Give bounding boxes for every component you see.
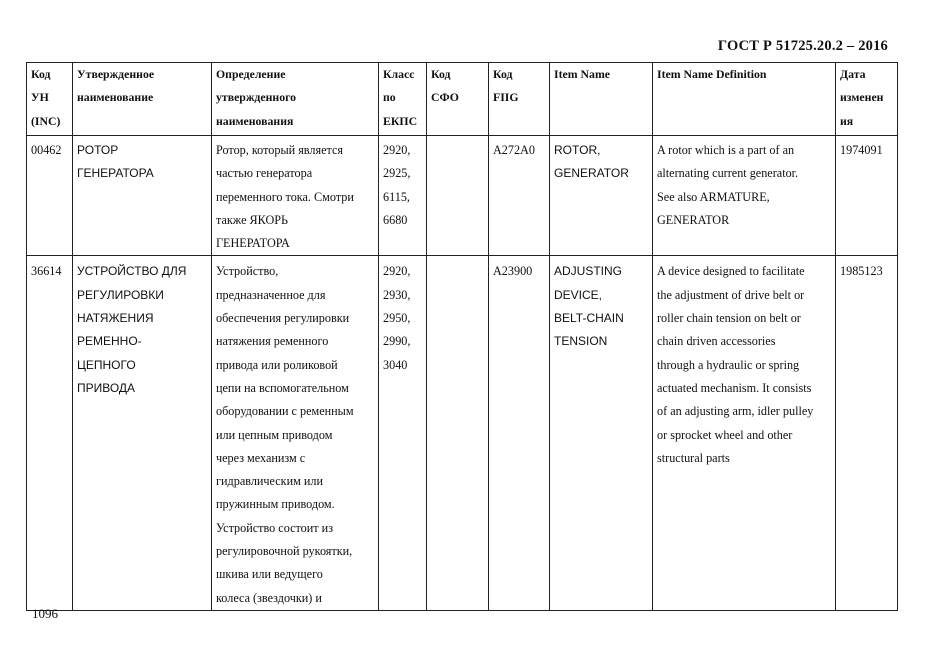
- header-line: Код: [31, 67, 51, 81]
- nomenclature-table: [26, 62, 898, 611]
- header-line: ЕКПС: [383, 113, 418, 128]
- cell-line: 3040: [383, 357, 408, 372]
- cell-item-name-definition: [653, 136, 836, 256]
- cell-line: 2925,: [383, 166, 411, 181]
- cell-line: 1985123: [840, 264, 883, 279]
- cell-line: or sprocket wheel and other: [657, 427, 793, 442]
- cell-ekps-class: [379, 136, 427, 256]
- header-line: Дата: [840, 67, 866, 81]
- header-approved-name: [73, 63, 212, 136]
- cell-line: 2990,: [383, 334, 411, 349]
- cell-line: ГЕНЕРАТОРА: [77, 166, 154, 181]
- cell-approved-name: [73, 256, 212, 610]
- cell-line: РЕМЕННО-: [77, 334, 142, 349]
- header-line: FIIG: [493, 90, 519, 105]
- cell-line: ROTOR,: [554, 143, 601, 157]
- table-row: [27, 136, 898, 256]
- cell-line: See also ARMATURE,: [657, 189, 770, 204]
- header-line: наименования: [216, 113, 294, 128]
- cell-fiig-code: [489, 256, 550, 610]
- header-line: Класс: [383, 67, 415, 81]
- cell-line: actuated mechanism. It consists: [657, 380, 812, 395]
- cell-line: chain driven accessories: [657, 334, 776, 349]
- cell-line: ПРИВОДА: [77, 380, 136, 395]
- cell-line: или цепным приводом: [216, 427, 333, 442]
- cell-line: 2950,: [383, 311, 411, 326]
- cell-line: 6680: [383, 212, 408, 227]
- header-line: Item Name: [554, 67, 611, 81]
- cell-line: также ЯКОРЬ: [216, 212, 289, 227]
- cell-line: 2930,: [383, 287, 411, 302]
- header-line: УН: [31, 90, 49, 105]
- cell-line: УСТРОЙСТВО ДЛЯ: [77, 264, 187, 279]
- cell-line: через механизм с: [216, 450, 306, 465]
- cell-line: roller chain tension on belt or: [657, 311, 801, 326]
- cell-line: привода или роликовой: [216, 357, 338, 372]
- cell-line: 36614: [31, 264, 62, 279]
- header-line: Утвержденное: [77, 67, 155, 81]
- header-sfo-code: [427, 63, 489, 136]
- cell-line: Ротор, который является: [216, 143, 343, 157]
- cell-line: Устройство,: [216, 264, 279, 279]
- cell-item-name: [550, 256, 653, 610]
- cell-line: A272A0: [493, 143, 535, 157]
- cell-line: A rotor which is a part of an: [657, 143, 795, 157]
- cell-sfo-code: [427, 136, 489, 256]
- cell-line: 00462: [31, 143, 62, 157]
- cell-line: колеса (звездочки) и: [216, 590, 322, 605]
- header-line: Код: [431, 67, 451, 81]
- header-line: ия: [840, 113, 854, 128]
- table-header-row: [27, 63, 898, 136]
- cell-line: РОТОР: [77, 143, 119, 157]
- cell-item-name: [550, 136, 653, 256]
- cell-line: structural parts: [657, 450, 730, 465]
- cell-line: through a hydraulic or spring: [657, 357, 800, 372]
- cell-line: ADJUSTING: [554, 264, 623, 279]
- cell-line: натяжения ременного: [216, 334, 329, 349]
- cell-change-date: [836, 136, 898, 256]
- header-line: Item Name Definition: [657, 67, 767, 81]
- cell-item-name-definition: [653, 256, 836, 610]
- header-line: по: [383, 90, 396, 105]
- cell-line: 6115,: [383, 189, 410, 204]
- header-line: Определение: [216, 67, 286, 81]
- cell-line: 2920,: [383, 264, 411, 279]
- cell-line: частью генератора: [216, 166, 313, 181]
- cell-line: Устройство состоит из: [216, 520, 334, 535]
- cell-inc-code: [27, 256, 73, 610]
- cell-approved-name: [73, 136, 212, 256]
- header-line: утвержденного: [216, 90, 297, 105]
- cell-line: ГЕНЕРАТОРА: [216, 236, 290, 251]
- cell-line: TENSION: [554, 334, 608, 349]
- cell-line: гидравлическим или: [216, 474, 324, 489]
- cell-line: регулировочной рукоятки,: [216, 544, 353, 559]
- cell-line: ЦЕПНОГО: [77, 357, 136, 372]
- cell-line: GENERATOR: [657, 212, 730, 227]
- cell-line: DEVICE,: [554, 287, 603, 302]
- header-item-name-definition: [653, 63, 836, 136]
- cell-line: A device designed to facilitate: [657, 264, 805, 279]
- cell-line: шкива или ведущего: [216, 567, 323, 582]
- header-line: изменен: [840, 90, 884, 105]
- cell-line: BELT-CHAIN: [554, 311, 624, 326]
- header-ekps-class: [379, 63, 427, 136]
- cell-line: 1974091: [840, 143, 883, 157]
- header-line: Код: [493, 67, 513, 81]
- cell-fiig-code: [489, 136, 550, 256]
- cell-line: обеспечения регулировки: [216, 311, 350, 326]
- cell-line: оборудовании с ременным: [216, 404, 354, 419]
- page-number: 1096: [32, 606, 58, 621]
- cell-change-date: [836, 256, 898, 610]
- cell-definition: [212, 256, 379, 610]
- cell-inc-code: [27, 136, 73, 256]
- cell-line: НАТЯЖЕНИЯ: [77, 311, 154, 326]
- header-line: наименование: [77, 90, 154, 105]
- cell-ekps-class: [379, 256, 427, 610]
- cell-line: предназначенное для: [216, 287, 326, 302]
- cell-line: alternating current generator.: [657, 166, 799, 181]
- cell-line: переменного тока. Смотри: [216, 189, 354, 204]
- header-line: (INC): [31, 113, 61, 128]
- header-change-date: [836, 63, 898, 136]
- cell-line: the adjustment of drive belt or: [657, 287, 805, 302]
- cell-line: пружинным приводом.: [216, 497, 335, 512]
- cell-definition: [212, 136, 379, 256]
- cell-line: GENERATOR: [554, 166, 629, 181]
- table-row: [27, 256, 898, 610]
- document-header: ГОСТ Р 51725.20.2 – 2016: [717, 38, 888, 54]
- cell-sfo-code: [427, 256, 489, 610]
- cell-line: 2920,: [383, 143, 411, 157]
- header-fiig-code: [489, 63, 550, 136]
- cell-line: A23900: [493, 264, 533, 279]
- header-line: СФО: [431, 90, 459, 105]
- header-inc-code: [27, 63, 73, 136]
- header-item-name: [550, 63, 653, 136]
- cell-line: РЕГУЛИРОВКИ: [77, 287, 164, 302]
- cell-line: of an adjusting arm, idler pulley: [657, 404, 814, 419]
- cell-line: цепи на вспомогательном: [216, 380, 349, 395]
- header-definition: [212, 63, 379, 136]
